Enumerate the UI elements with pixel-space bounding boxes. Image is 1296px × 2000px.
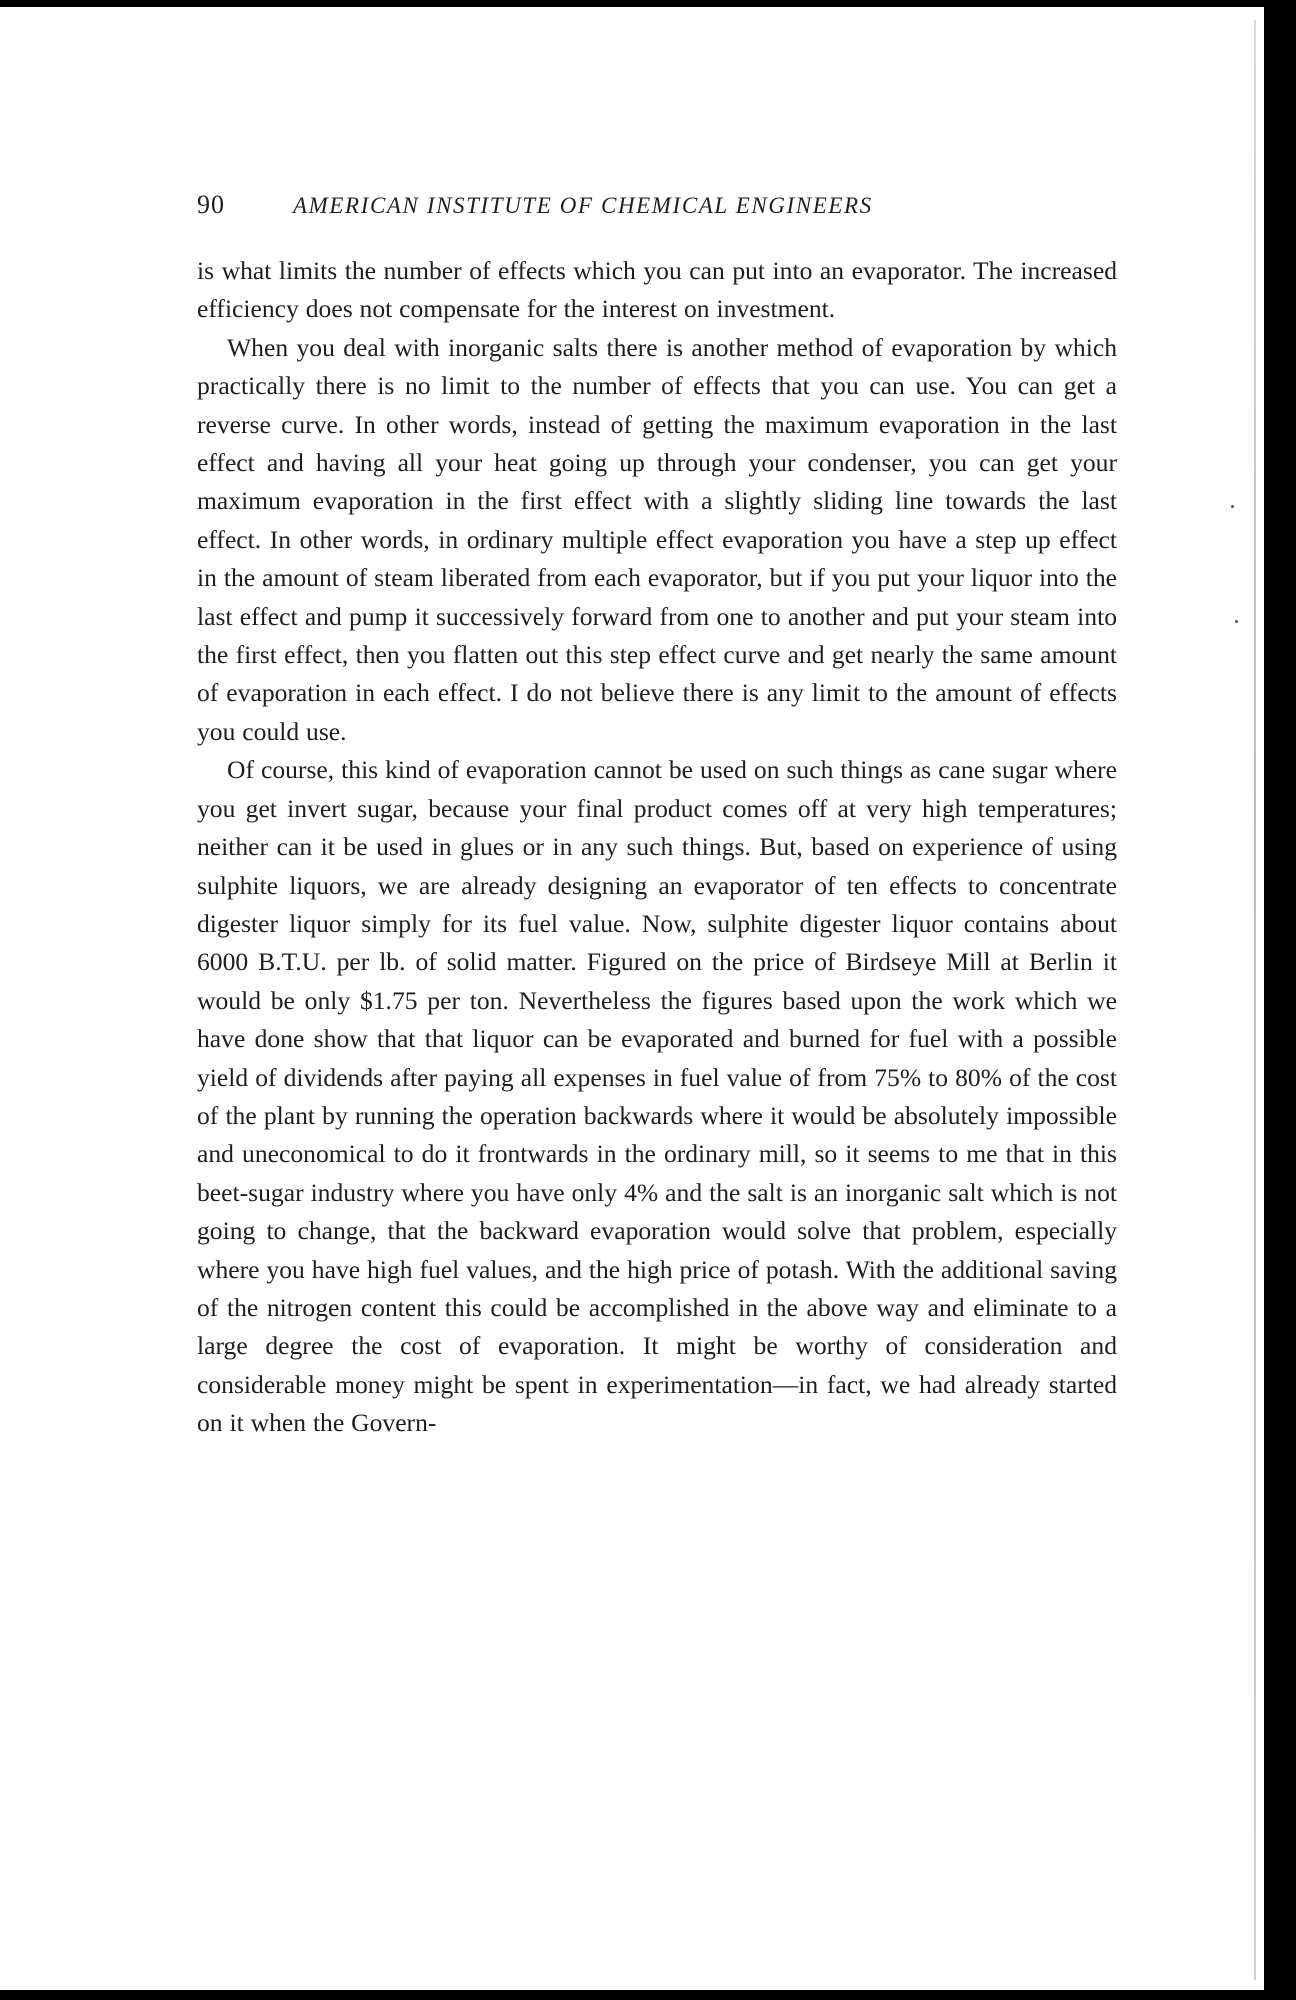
paragraph-reverse-curve: When you deal with inorganic salts there is another method of evaporation by which practically there is no limit to the number of effects that you can use. You can get a reverse curve. In other words, instead of getting the maximum evaporation in the last effect and having all your heat going up through your condenser, you can get your maximum evaporation in the first effect with a slightly sliding line towards the last effect. In other words, in ordinary multiple effect evaporation you have a step up effect in the amount of steam liberated from each evaporator, but if you put your liquor into the last effect and pump it successively forward from one to another and put your steam into the first effect, then you flatten out this step effect curve and get nearly the same amount of evaporation in each effect. I do not believe there is any limit to the amount of effects you could use. (197, 332, 1117, 746)
scan-border-right (1264, 0, 1296, 2000)
journal-title: AMERICAN INSTITUTE OF CHEMICAL ENGINEERS (293, 193, 873, 218)
scan-border-bottom (0, 1990, 1296, 2000)
scan-speck (1235, 620, 1238, 623)
running-head (197, 190, 1117, 230)
scan-speck (1231, 505, 1234, 508)
page-fold-line (1254, 20, 1256, 1980)
page-number: 90 (197, 190, 225, 219)
paragraph-continued: is what limits the number of effects which you can put into an evaporator. The increased efficiency does not compensate for the interest on investment. (197, 256, 1117, 324)
page-body (197, 190, 1117, 1443)
scan-border-top (0, 0, 1296, 7)
paragraph-backward-evaporation: Of course, this kind of evaporation cannot be used on such things as cane sugar where you get invert sugar, because your final product comes off at very high temperatures; neither can it be used in glues or in any such things. But, based on experience of using sulphite liquors, we are already designing an evaporator of ten effects to concentrate digester liquor simply for its fuel value. Now, sulphite digester liquor contains about 6000 B.T.U. per lb. of solid matter. Figured on the price of Birdseye Mill at Berlin it would be only $1.75 per ton. Nevertheless the figures based upon the work which we have done show that that liquor can be evaporated and burned for fuel with a possible yield of dividends after paying all expenses in fuel value of from 75% to 80% of the cost of the plant by running the operation backwards where it would be absolutely impossible and uneconomical to do it frontwards in the ordinary mill, so it seems to me that in this beet-sugar industry where you have only 4% and the salt is an inorganic salt which is not going to change, that the backward evaporation would solve that problem, especially where you have high fuel values, and the high price of potash. With the additional saving of the nitrogen content this could be accomplished in the above way and eliminate to a large degree the cost of evaporation. It might be worthy of consideration and considerable money might be spent in experimentation—in fact, we had already started on it when the Govern- (197, 755, 1117, 1438)
